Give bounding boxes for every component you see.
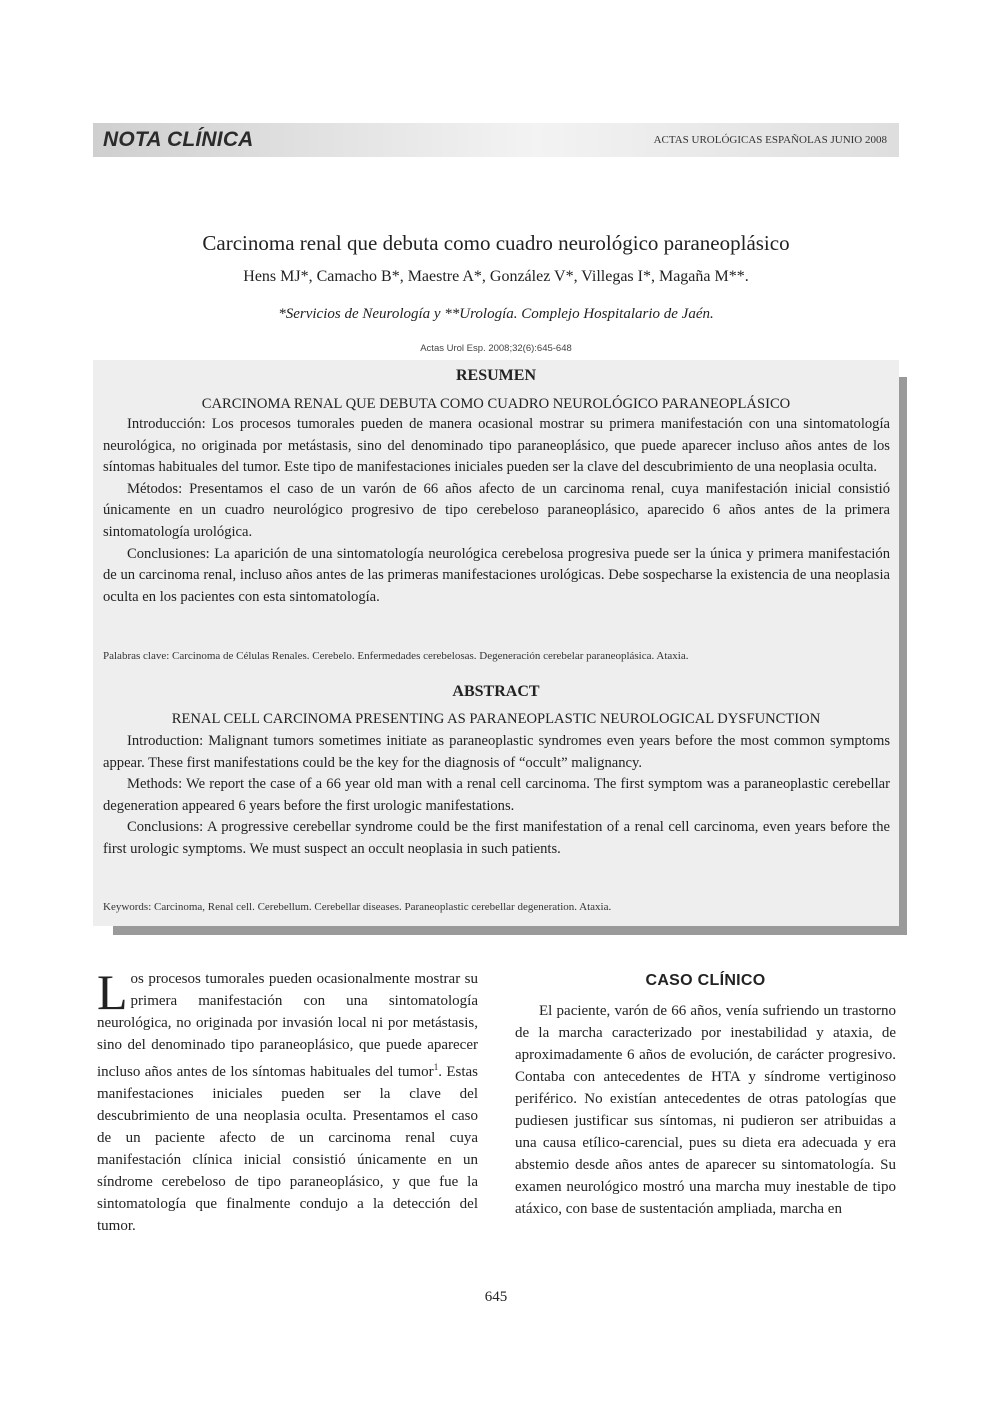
page-number: 645: [484, 1289, 508, 1305]
body-column-left: [97, 964, 478, 1237]
section-header-bar: [93, 123, 899, 157]
article-authors: Hens MJ*, Camacho B*, Maestre A*, González V*, Villegas I*, Magaña M**.: [243, 268, 749, 285]
abstract-methods: Methods: We report the case of a 66 year old man with a renal cell carcinoma. The first symptom was a paraneoplastic cerebellar degeneration appeared 6 years before the first urologic manifestations.: [103, 776, 890, 814]
article-citation: Actas Urol Esp. 2008;32(6):645-648: [420, 343, 572, 354]
abstract-subtitle: RENAL CELL CARCINOMA PRESENTING AS PARANEOPLASTIC NEUROLOGICAL DYSFUNCTION: [171, 711, 821, 727]
resumen-keywords: Palabras clave: Carcinoma de Células Renales. Cerebelo. Enfermedades cerebelosas. Degeneración cerebelar paraneoplásica. Ataxia.: [103, 650, 689, 662]
resumen-heading: RESUMEN: [455, 367, 536, 384]
resumen-conclusions: Conclusiones: La aparición de una sintomatología neurológica cerebelosa progresiva puede ser la única y primera manifestación de un carcinoma renal, incluso años antes de las primeras manifestaciones urológicas. Debe sospecharse la existencia de una neoplasia oculta en los pacientes con esta sintomatología.: [103, 545, 890, 605]
journal-running-head: ACTAS UROLÓGICAS ESPAÑOLAS JUNIO 2008: [653, 134, 887, 146]
case-paragraph: El paciente, varón de 66 años, venía sufriendo un trastorno de la marcha caracterizado por inestabilidad y ataxia, de aproximadamente 6 años de evolución, de carácter progresivo. Contaba con antecedentes de HTA y síndrome vertiginoso periférico. No existían antecedentes de otras patologías que pudiesen justificar sus síntomas, ni pudieron ser atribuidas a una causa etílico-carencial, pues su dieta era adecuada y era abstemio desde años antes de aparecer su sintomatología. Su examen neurológico mostró una marcha muy inestable de tipo atáxico, con base de sustentación ampliada, marcha en: [515, 1003, 896, 1217]
section-label: NOTA CLÍNICA: [103, 128, 254, 151]
resumen-introduction: Introducción: Los procesos tumorales pueden de manera ocasional mostrar su primera manifestación con una sintomatología neurológica, no originada por metástasis, sino del denominado tipo paraneoplásico, que puede aparecer incluso años antes de los síntomas habituales del tumor. Este tipo de manifestaciones iniciales pueden ser la clave del descubrimiento de una neoplasia oculta.: [103, 416, 890, 476]
case-heading: CASO CLÍNICO: [645, 972, 766, 989]
resumen-body: [103, 414, 890, 608]
reference-superscript: 1: [433, 1062, 439, 1072]
introduction-text-b: . Estas manifestaciones iniciales pueden ser la clave del descubrimiento de una neoplasia oculta. Presentamos el caso de un paciente afecto de un carcinoma renal cuya manifestación clínica inicial consistió únicamente en un síndrome cerebeloso de tipo paraneoplásico, y que fue la sintomatología que finalmente condujo a la detección del tumor.: [97, 1064, 478, 1234]
abstract-conclusions: Conclusions: A progressive cerebellar syndrome could be the first manifestation of a renal cell carcinoma, even years before the first urologic symptoms. We must suspect an occult neoplasia in such patients.: [103, 819, 890, 857]
abstract-box: [93, 360, 899, 926]
body-column-right: [515, 968, 896, 1220]
introduction-text-a: os procesos tumorales pueden ocasionalmente mostrar su primera manifestación con una sintomatología neurológica, no originada por invasión local ni por metástasis, sino del denominado tipo paraneoplásico, que puede aparecer incluso años antes de los síntomas habituales del tumor: [97, 971, 478, 1080]
abstract-body: [103, 731, 890, 861]
abstract-heading: ABSTRACT: [452, 683, 540, 700]
abstract-keywords: Keywords: Carcinoma, Renal cell. Cerebellum. Cerebellar diseases. Paraneoplastic cerebellar degeneration. Ataxia.: [103, 901, 612, 913]
introduction-paragraph: [97, 964, 478, 1237]
drop-cap: L: [97, 964, 128, 1020]
resumen-methods: Métodos: Presentamos el caso de un varón de 66 años afecto de un carcinoma renal, cuya manifestación inicial consistió únicamente en un cuadro neurológico progresivo de tipo cerebeloso paraneoplásico, aparecido 6 años antes de la primera sintomatología urológica.: [103, 480, 890, 540]
abstract-introduction: Introduction: Malignant tumors sometimes initiate as paraneoplastic syndromes even years before the most common symptoms appear. These first manifestations could be the key for the diagnosis of “occult” malignancy.: [103, 733, 890, 771]
resumen-subtitle: CARCINOMA RENAL QUE DEBUTA COMO CUADRO NEUROLÓGICO PARANEOPLÁSICO: [201, 396, 791, 412]
article-affiliation: *Servicios de Neurología y **Urología. Complejo Hospitalario de Jaén.: [278, 306, 714, 322]
article-title: Carcinoma renal que debuta como cuadro neurológico paraneoplásico: [202, 231, 790, 255]
